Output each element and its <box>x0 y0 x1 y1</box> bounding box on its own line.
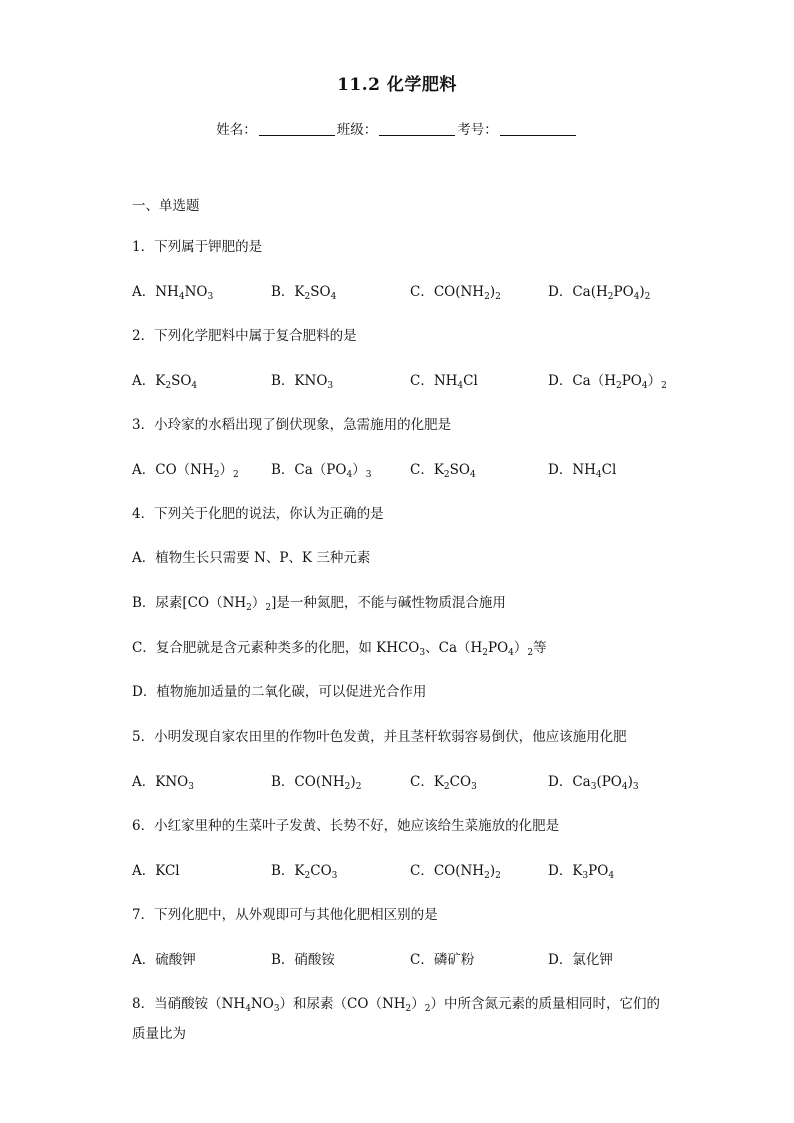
q2-option-a: A．$K_2SO_4$ <box>132 373 198 391</box>
q6-option-d: D．$K_3PO_4$ <box>548 863 615 881</box>
q7-option-a: A．硫酸钾 <box>132 952 196 968</box>
question-5-stem: 5．小明发现自家农田里的作物叶色发黄，并且茎杆软弱容易倒伏，他应该施用化肥 <box>132 729 627 745</box>
q5-option-b: B．$CO(NH_2)_2$ <box>271 774 362 792</box>
name-blank[interactable] <box>259 121 335 136</box>
question-7-stem: 7．下列化肥中，从外观即可与其他化肥相区别的是 <box>132 907 438 923</box>
question-1-stem: 1．下列属于钾肥的是 <box>132 239 263 255</box>
q3-option-a: A．$CO(NH_2)_2$ <box>132 462 239 480</box>
q7-option-c: C．磷矿粉 <box>410 952 475 968</box>
q1-option-b: B．$K_2SO_4$ <box>271 284 337 302</box>
q2-option-d: D．$Ca(H_2PO_4)_2$ <box>548 373 667 391</box>
q5-option-c: C．$K_2CO_3$ <box>410 774 477 792</box>
exam-label: 考号： <box>457 122 498 138</box>
class-blank[interactable] <box>379 121 455 136</box>
section-heading: 一、单选题 <box>132 198 200 214</box>
q6-option-b: B．$K_2CO_3$ <box>271 863 338 881</box>
name-label: 姓名： <box>216 122 257 138</box>
q4-option-a: A．植物生长只需要 N、P、K 三种元素 <box>132 550 371 566</box>
q1-option-d: D．$Ca(H_2PO_4)_2$ <box>548 284 651 302</box>
q7-option-b: B．硝酸铵 <box>271 952 335 968</box>
q6-option-a: A．KCl <box>132 863 180 879</box>
question-8-stem-continued: 质量比为 <box>132 1026 186 1042</box>
exam-blank[interactable] <box>500 121 576 136</box>
q7-option-d: D．氯化钾 <box>548 952 613 968</box>
question-3-stem: 3．小玲家的水稻出现了倒伏现象，急需施用的化肥是 <box>132 417 452 433</box>
q4-option-b: B．尿素$[CO(NH_2)_2]$是一种氮肥，不能与碱性物质混合施用 <box>132 595 506 613</box>
q3-option-b: B．$Ca(PO_4)_3$ <box>271 462 372 480</box>
class-label: 班级： <box>336 122 378 138</box>
q4-option-d: D．植物施加适量的二氧化碳，可以促进光合作用 <box>132 684 427 700</box>
q1-option-a: A．$NH_4NO_3$ <box>132 284 214 302</box>
q3-option-c: C．$K_2SO_4$ <box>410 462 476 480</box>
q6-option-c: C．$CO(NH_2)_2$ <box>410 863 501 881</box>
question-6-stem: 6．小红家里种的生菜叶子发黄、长势不好，她应该给生菜施放的化肥是 <box>132 818 560 834</box>
question-2-stem: 2．下列化学肥料中属于复合肥料的是 <box>132 328 357 344</box>
q2-option-b: B．$KNO_3$ <box>271 373 334 391</box>
q4-option-c: C．复合肥就是含元素种类多的化肥，如 $KHCO_3$、$Ca(H_2PO_4)_2$等 <box>132 640 547 658</box>
q3-option-d: D．$NH_4Cl$ <box>548 462 617 480</box>
q1-option-c: C．$CO(NH_2)_2$ <box>410 284 501 302</box>
q2-option-c: C．$NH_4Cl$ <box>410 373 478 391</box>
page-title: 11.2 化学肥料 <box>337 75 457 95</box>
question-4-stem: 4．下列关于化肥的说法，你认为正确的是 <box>132 506 384 522</box>
q5-option-d: D．$Ca_3(PO_4)_3$ <box>548 774 639 792</box>
q5-option-a: A．$KNO_3$ <box>132 774 194 792</box>
student-info <box>0 118 794 138</box>
question-8-stem: 8．当硝酸铵$(NH_4NO_3)$和尿素$(CO(NH_2)_2)$中所含氮元素的质量相同时，它们的 <box>132 996 660 1014</box>
